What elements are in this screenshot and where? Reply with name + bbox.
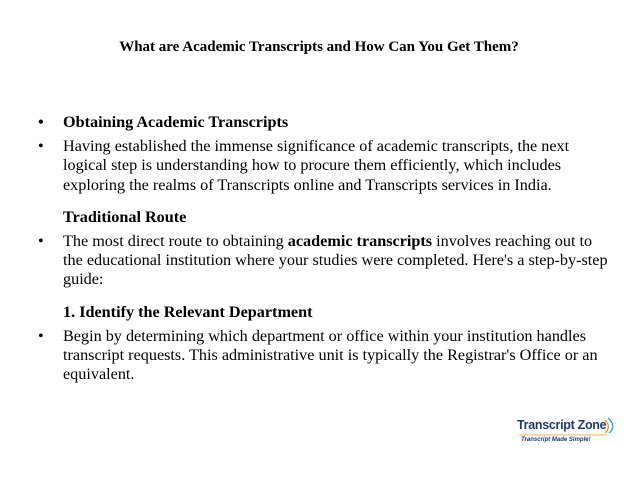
bullet-text: Obtaining Academic Transcripts — [63, 113, 289, 131]
bullet-marker: • — [38, 137, 44, 156]
bullet-item — [38, 137, 608, 195]
bullet-marker: • — [38, 232, 44, 251]
transcript-zone-logo — [505, 414, 623, 454]
section-heading-traditional-route: Traditional Route — [63, 207, 187, 226]
bullet-item — [38, 113, 608, 132]
logo-tagline: Transcript Made Simple! — [521, 437, 591, 443]
bullet-text-before: The most direct route to obtaining — [63, 232, 288, 251]
slide-title: What are Academic Transcripts and How Can You Get Them? — [119, 39, 519, 55]
bullet-item — [38, 327, 608, 385]
bullet-text-bold: academic transcripts — [287, 232, 433, 251]
bullet-item — [38, 232, 608, 290]
bullet-marker: • — [38, 326, 44, 345]
bullet-text-after: involves reaching out to the educational institution where your studies were completed. Here's a step-by-step guide: — [63, 232, 608, 289]
slide-content — [38, 113, 608, 389]
logo-word-zone: Zone — [577, 418, 607, 432]
logo-wordmark — [517, 418, 606, 432]
bullet-text: Begin by determining which department or office within your institution handles transcript requests. This administrative unit is typically the Registrar's Office or an equivalent. — [63, 326, 598, 384]
logo-word-transcript: Transcript — [517, 418, 575, 432]
section-heading-identify-department: 1. Identify the Relevant Department — [63, 302, 313, 321]
bullet-text: Having established the immense significance of academic transcripts, the next logical step is understanding how to procure them efficiently, which includes exploring the realms of Transcripts online and Transcripts services in India. — [63, 137, 570, 194]
bullet-marker: • — [38, 113, 44, 131]
